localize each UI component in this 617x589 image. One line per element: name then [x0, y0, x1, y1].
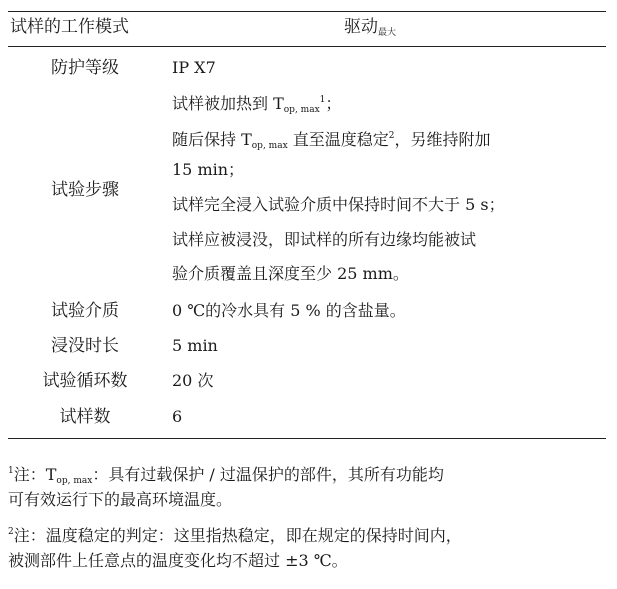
note-2-text: 注：温度稳定的判定：这里指热稳定，即在规定的保持时间内，	[13, 526, 462, 545]
note-1-line-2: 可有效运行下的最高环境温度。	[8, 490, 233, 509]
row-value-duration: 5 min	[172, 336, 218, 355]
procedure-line-2-text: 随后保持 T	[172, 130, 252, 149]
procedure-line-6: 验介质覆盖且深度至少 25 mm。	[172, 264, 409, 283]
row-label-protection: 防护等级	[51, 58, 119, 78]
row-label-medium: 试验介质	[51, 301, 119, 321]
note-2-line-1	[8, 520, 608, 548]
row-label-duration: 浸没时长	[51, 336, 119, 356]
procedure-line-2	[172, 124, 602, 158]
procedure-line-4: 试样完全浸入试验介质中保持时间不大于 5 s；	[172, 195, 505, 214]
procedure-line-1-end: ；	[325, 94, 342, 113]
header-mode-label	[10, 15, 129, 39]
footnote-ref-2: 2	[388, 131, 395, 141]
procedure-line-1-text: 试样被加热到 T	[172, 94, 284, 113]
note-2-line-2: 被测部件上任意点的温度变化均不超过 ±3 ℃。	[8, 551, 348, 570]
row-value-cycles: 20 次	[172, 371, 214, 390]
row-label-procedure: 试验步骤	[51, 180, 119, 200]
note-1-text-end: ：具有过载保护 / 过温保护的部件，其所有功能均	[92, 465, 444, 484]
procedure-line-2-subscript: op, max	[251, 141, 288, 151]
note-1-text: 注：T	[13, 465, 57, 484]
procedure-line-5: 试样应被浸没，即试样的所有边缘均能被试	[172, 230, 477, 249]
header-bottom-rule	[8, 46, 606, 47]
header-mode-text: 试样的工作模式	[10, 17, 129, 37]
table-bottom-rule	[8, 438, 606, 439]
note-1-marker: 1	[8, 466, 14, 476]
table-top-rule	[8, 11, 606, 12]
procedure-line-1	[172, 88, 602, 122]
header-drive-subscript: 最大	[378, 28, 397, 38]
row-value-medium: 0 ℃的冷水具有 5 % 的含盐量。	[172, 301, 406, 320]
footnote-ref-1: 1	[319, 95, 326, 105]
header-drive-label	[344, 15, 396, 45]
row-label-samples: 试样数	[59, 407, 111, 427]
header-drive-text: 驱动	[344, 17, 378, 37]
row-value-protection: IP X7	[172, 58, 216, 77]
procedure-line-2-mid: 直至温度稳定	[287, 130, 389, 149]
note-2-marker: 2	[8, 527, 14, 537]
procedure-line-3: 15 min；	[172, 160, 245, 179]
note-1-subscript: op, max	[56, 476, 93, 486]
procedure-line-1-subscript: op, max	[283, 105, 320, 115]
row-label-cycles: 试验循环数	[42, 371, 128, 391]
row-value-samples: 6	[172, 407, 183, 426]
procedure-line-2-end: ，另维持附加	[394, 130, 491, 149]
